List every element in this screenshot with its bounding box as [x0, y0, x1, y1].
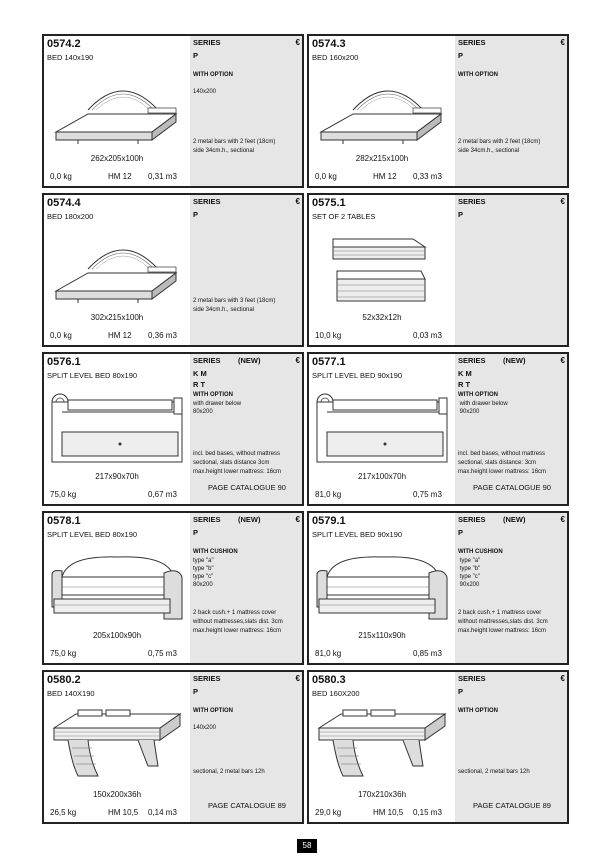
product-hm: HM 12 [373, 172, 397, 181]
product-card [42, 670, 304, 824]
product-volume: 0,33 m3 [413, 172, 442, 181]
product-card [42, 352, 304, 506]
option-title: WITH OPTION [193, 392, 233, 398]
series-label: SERIES [193, 674, 221, 683]
euro-icon: € [295, 356, 300, 365]
product-hm: HM 10,5 [373, 808, 404, 817]
product-volume: 0,31 m3 [148, 172, 177, 181]
new-badge: (NEW) [503, 356, 526, 365]
euro-icon: € [560, 356, 565, 365]
product-name: BED 140X190 [47, 689, 95, 698]
option-lines: with drawer below 80x200 [193, 401, 242, 415]
product-code: 0574.4 [47, 197, 81, 209]
product-name: BED 160x200 [312, 53, 359, 62]
product-volume: 0,67 m3 [148, 490, 177, 499]
series-codes: P [458, 687, 464, 696]
series-label: SERIES [458, 674, 486, 683]
series-label: SERIES [193, 38, 221, 47]
series-codes: P [193, 210, 199, 219]
product-dimensions: 215x110x90h [358, 631, 406, 640]
product-weight: 81,0 kg [315, 490, 342, 499]
product-volume: 0,15 m3 [413, 808, 442, 817]
product-name: SET OF 2 TABLES [312, 212, 376, 221]
product-dimensions: 302x215x100h [90, 313, 144, 322]
euro-icon: € [295, 38, 300, 47]
product-illustration [313, 70, 451, 150]
product-notes: 2 metal bars with 3 feet (18cm) side 34cm.h., sectional [193, 298, 276, 313]
product-illustration [48, 70, 186, 150]
series-panel [190, 513, 304, 663]
product-card [42, 193, 304, 347]
product-weight: 0,0 kg [50, 331, 72, 340]
product-hm: HM 12 [108, 172, 132, 181]
product-code: 0574.2 [47, 38, 81, 50]
product-dimensions: 52x32x12h [362, 313, 402, 322]
euro-icon: € [560, 515, 565, 524]
product-dimensions: 170x210x36h [357, 790, 407, 799]
option-title: WITH OPTION [458, 72, 498, 78]
series-label: SERIES [193, 197, 221, 206]
product-weight: 81,0 kg [315, 649, 342, 658]
new-badge: (NEW) [238, 515, 261, 524]
product-notes: incl. bed bases, without mattress sectional, slats distance: 3cm max.height lower mattress: 16cm [458, 451, 547, 475]
option-title: WITH OPTION [193, 708, 233, 714]
product-code: 0580.3 [312, 674, 346, 686]
product-name: BED 140x190 [47, 53, 94, 62]
product-card [307, 511, 569, 665]
product-code: 0575.1 [312, 197, 346, 209]
product-dimensions: 205x100x90h [92, 631, 142, 640]
product-volume: 0,75 m3 [148, 649, 177, 658]
series-panel [190, 195, 304, 345]
series-panel [190, 672, 304, 822]
product-card [307, 352, 569, 506]
product-illustration [48, 388, 186, 468]
product-code: 0579.1 [312, 515, 346, 527]
product-weight: 75,0 kg [50, 649, 77, 658]
product-card [42, 34, 304, 188]
product-hm: HM 10,5 [108, 808, 139, 817]
product-illustration [313, 229, 451, 309]
product-dimensions: 262x205x100h [90, 154, 144, 163]
product-dimensions: 150x200x36h [92, 790, 142, 799]
product-dimensions: 217x90x70h [95, 472, 139, 481]
euro-icon: € [560, 197, 565, 206]
page-catalogue: PAGE CATALOGUE 89 [208, 801, 286, 810]
product-volume: 0,36 m3 [148, 331, 177, 340]
option-lines: type "a" type "b" type "c" 90x200 [459, 558, 481, 588]
series-panel [455, 195, 569, 345]
series-panel [455, 354, 569, 504]
product-name: SPLIT LEVEL BED 90x190 [312, 371, 403, 380]
series-panel [190, 36, 304, 186]
product-hm: HM 12 [108, 331, 132, 340]
page-catalogue: PAGE CATALOGUE 89 [473, 801, 551, 810]
series-codes: K M R T [458, 369, 472, 389]
product-dimensions: 217x100x70h [357, 472, 407, 481]
product-notes: sectional, 2 metal bars 12h [193, 769, 265, 775]
product-illustration [313, 388, 451, 468]
option-title: WITH OPTION [193, 72, 233, 78]
series-codes: P [193, 51, 199, 60]
product-code: 0577.1 [312, 356, 346, 368]
product-volume: 0,14 m3 [148, 808, 177, 817]
euro-icon: € [560, 674, 565, 683]
product-name: SPLIT LEVEL BED 90x190 [312, 530, 403, 539]
series-label: SERIES [193, 356, 221, 365]
new-badge: (NEW) [238, 356, 261, 365]
product-card [307, 34, 569, 188]
product-name: BED 160X200 [312, 689, 360, 698]
product-illustration [48, 229, 186, 309]
series-codes: P [458, 528, 464, 537]
series-codes: P [458, 51, 464, 60]
page-catalogue: PAGE CATALOGUE 90 [208, 483, 286, 492]
product-code: 0578.1 [47, 515, 81, 527]
page-number: 58 [297, 839, 317, 853]
option-lines: with drawer below 90x200 [459, 401, 508, 415]
euro-icon: € [295, 197, 300, 206]
series-label: SERIES [458, 197, 486, 206]
option-title: WITH OPTION [458, 392, 498, 398]
product-illustration [48, 547, 186, 627]
product-card [307, 670, 569, 824]
product-code: 0574.3 [312, 38, 346, 50]
product-notes: 2 back cush.+ 1 mattress cover without mattresses,slats dist. 3cm max.height lower mattress: 16cm [458, 610, 548, 634]
product-name: SPLIT LEVEL BED 80x190 [47, 371, 138, 380]
product-card [42, 511, 304, 665]
series-label: SERIES [193, 515, 221, 524]
euro-icon: € [560, 38, 565, 47]
product-code: 0580.2 [47, 674, 81, 686]
product-code: 0576.1 [47, 356, 81, 368]
product-volume: 0,03 m3 [413, 331, 442, 340]
option-title: WITH CUSHION [193, 549, 238, 555]
option-lines: type "a" type "b" type "c" 80x200 [193, 558, 214, 588]
series-codes: K M R T [193, 369, 207, 389]
series-codes: P [193, 687, 199, 696]
product-weight: 10,0 kg [315, 331, 342, 340]
option-title: WITH OPTION [458, 708, 498, 714]
page-catalogue: PAGE CATALOGUE 90 [473, 483, 551, 492]
series-codes: P [193, 528, 199, 537]
product-volume: 0,75 m3 [413, 490, 442, 499]
product-illustration [313, 547, 451, 627]
series-panel [190, 354, 304, 504]
product-notes: incl. bed bases, without mattress sectional, slats distance 3cm max.height lower mattress: 16cm [193, 451, 282, 475]
product-illustration [48, 706, 186, 786]
series-codes: P [458, 210, 464, 219]
series-label: SERIES [458, 515, 486, 524]
product-weight: 0,0 kg [315, 172, 337, 181]
product-notes: 2 metal bars with 2 feet (18cm) side 34cm.h., sectional [458, 139, 541, 154]
product-weight: 29,0 kg [315, 808, 342, 817]
product-name: SPLIT LEVEL BED 80x190 [47, 530, 138, 539]
series-label: SERIES [458, 38, 486, 47]
product-dimensions: 282x215x100h [355, 154, 409, 163]
series-panel [455, 672, 569, 822]
product-weight: 75,0 kg [50, 490, 77, 499]
option-lines: 140x200 [193, 89, 217, 95]
product-volume: 0,85 m3 [413, 649, 442, 658]
series-panel [455, 513, 569, 663]
product-notes: 2 metal bars with 2 feet (18cm) side 34cm.h., sectional [193, 139, 276, 154]
product-card [307, 193, 569, 347]
product-weight: 0,0 kg [50, 172, 72, 181]
product-notes: sectional, 2 metal bars 12h [458, 769, 530, 775]
option-title: WITH CUSHION [458, 549, 503, 555]
new-badge: (NEW) [503, 515, 526, 524]
product-notes: 2 back cush.+ 1 mattress cover without mattresses,slats dist. 3cm max.height lower mattress: 16cm [193, 610, 283, 634]
series-panel [455, 36, 569, 186]
product-weight: 26,5 kg [50, 808, 77, 817]
euro-icon: € [295, 674, 300, 683]
option-lines: 140x200 [193, 725, 217, 731]
product-illustration [313, 706, 451, 786]
series-label: SERIES [458, 356, 486, 365]
euro-icon: € [295, 515, 300, 524]
product-name: BED 180x200 [47, 212, 94, 221]
